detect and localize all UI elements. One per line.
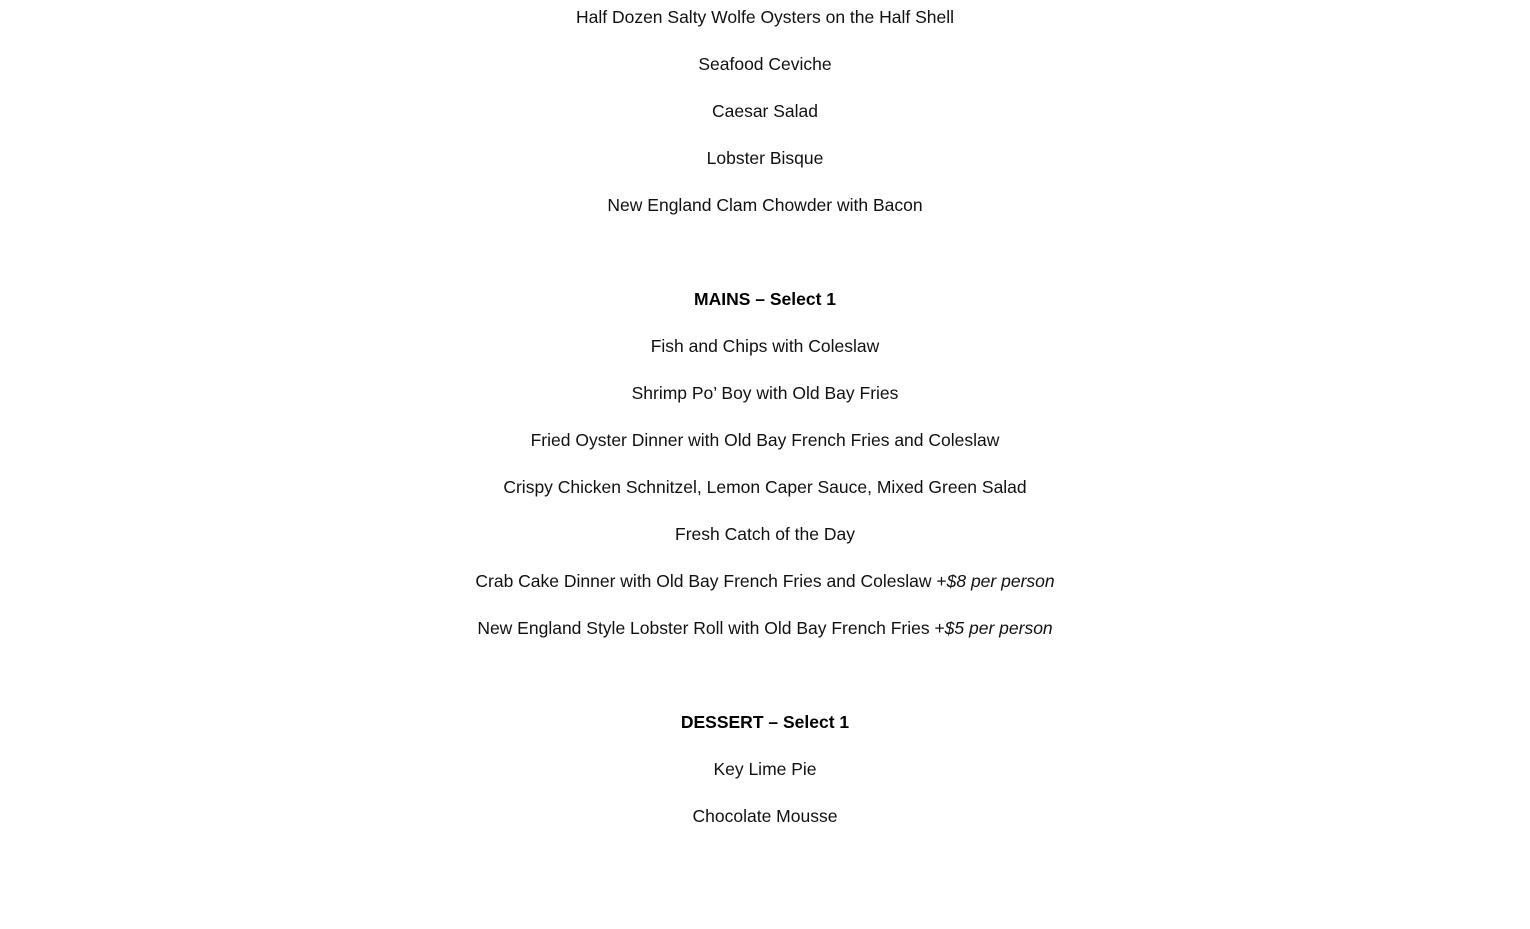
menu-item-name: Crab Cake Dinner with Old Bay French Fries and Coleslaw + [475,571,947,591]
menu-item: Seafood Ceviche [698,54,832,74]
menu-item: New England Clam Chowder with Bacon [607,195,923,215]
menu-item: Chocolate Mousse [692,806,838,826]
dessert-heading: DESSERT – Select 1 [680,712,850,732]
menu-item: Shrimp Po’ Boy with Old Bay Fries [631,383,899,403]
price-surcharge: $5 per person [944,618,1053,638]
menu-item: Lobster Bisque [706,148,824,168]
menu-item: Crispy Chicken Schnitzel, Lemon Caper Sauce, Mixed Green Salad [503,477,1027,497]
menu-item [0,569,1530,593]
price-surcharge: $8 per person [946,571,1055,591]
menu-item: Fried Oyster Dinner with Old Bay French Fries and Coleslaw [530,430,1000,450]
menu-item-name: New England Style Lobster Roll with Old Bay French Fries + [477,618,945,638]
menu-item: Half Dozen Salty Wolfe Oysters on the Half Shell [575,7,955,27]
menu-item: Fresh Catch of the Day [675,524,855,544]
menu-item [0,616,1530,640]
menu-item: Key Lime Pie [713,759,817,779]
menu-item: Fish and Chips with Coleslaw [650,336,880,356]
menu-item: Caesar Salad [711,101,819,121]
mains-heading: MAINS – Select 1 [694,289,836,309]
